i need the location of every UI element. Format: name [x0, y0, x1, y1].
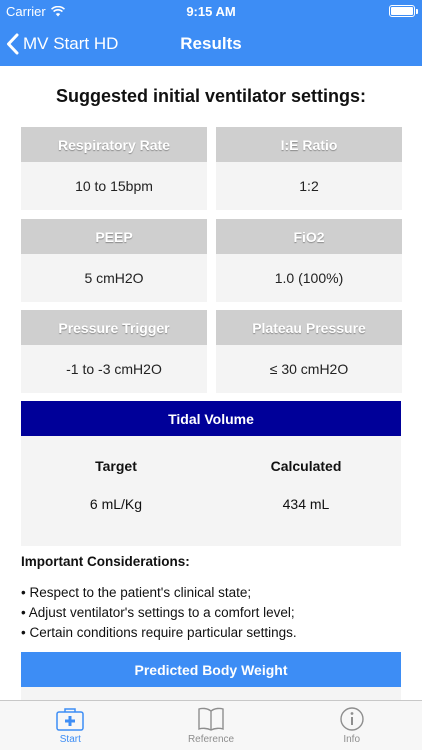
setting-card-plateau-pressure — [216, 310, 402, 393]
page-title: Results — [180, 34, 242, 53]
info-icon — [337, 706, 367, 732]
setting-value: 1.0 (100%) — [216, 254, 402, 302]
setting-value: 5 cmH2O — [21, 254, 207, 302]
setting-label: Plateau Pressure — [216, 310, 402, 345]
battery-icon — [389, 5, 415, 17]
tidal-calculated-value: 434 mL — [282, 496, 330, 512]
considerations-title: Important Considerations: — [21, 554, 190, 569]
setting-label: FiO2 — [216, 219, 402, 254]
setting-value: ≤ 30 cmH2O — [216, 345, 402, 393]
setting-value: 10 to 15bpm — [21, 162, 207, 210]
predicted-body-weight-body — [21, 687, 401, 700]
tab-label: Info — [343, 734, 361, 745]
tab-bar — [0, 700, 422, 750]
results-content[interactable] — [0, 66, 422, 700]
setting-card-pressure-trigger — [21, 310, 207, 393]
considerations-section — [21, 554, 406, 643]
predicted-body-weight-panel — [21, 652, 401, 700]
carrier-label: Carrier — [6, 4, 46, 19]
setting-label: Pressure Trigger — [21, 310, 207, 345]
medical-kit-icon — [55, 706, 85, 732]
results-heading: Suggested initial ventilator settings: — [55, 86, 367, 106]
consideration-item: • Certain conditions require particular settings. — [21, 625, 297, 640]
tidal-volume-title: Tidal Volume — [21, 401, 401, 436]
setting-label: I:E Ratio — [216, 127, 402, 162]
tab-reference[interactable] — [141, 701, 282, 750]
setting-value: -1 to -3 cmH2O — [21, 345, 207, 393]
chevron-left-icon — [6, 33, 19, 55]
setting-card-fio2 — [216, 219, 402, 302]
tab-start[interactable] — [0, 701, 141, 750]
tab-label: Start — [59, 734, 81, 745]
setting-label: PEEP — [21, 219, 207, 254]
predicted-body-weight-title: Predicted Body Weight — [21, 652, 401, 687]
book-icon — [196, 706, 226, 732]
setting-card-peep — [21, 219, 207, 302]
setting-value: 1:2 — [216, 162, 402, 210]
tidal-volume-panel — [21, 401, 401, 546]
consideration-item: • Respect to the patient's clinical state; — [21, 585, 252, 600]
status-bar — [0, 0, 422, 22]
setting-card-respiratory-rate — [21, 127, 207, 210]
consideration-item: • Adjust ventilator's settings to a comfort level; — [21, 605, 295, 620]
tidal-volume-body — [21, 436, 401, 546]
tab-info[interactable] — [281, 701, 422, 750]
setting-label: Respiratory Rate — [21, 127, 207, 162]
tidal-target-label: Target — [95, 458, 137, 474]
status-time: 9:15 AM — [186, 4, 236, 19]
tidal-calculated-label: Calculated — [270, 458, 342, 474]
tidal-target-value: 6 mL/Kg — [89, 496, 143, 512]
setting-card-ie-ratio — [216, 127, 402, 210]
navigation-bar — [0, 22, 422, 66]
tab-label: Reference — [187, 734, 235, 745]
back-button-label: MV Start HD — [23, 34, 119, 53]
back-button[interactable] — [6, 22, 118, 66]
